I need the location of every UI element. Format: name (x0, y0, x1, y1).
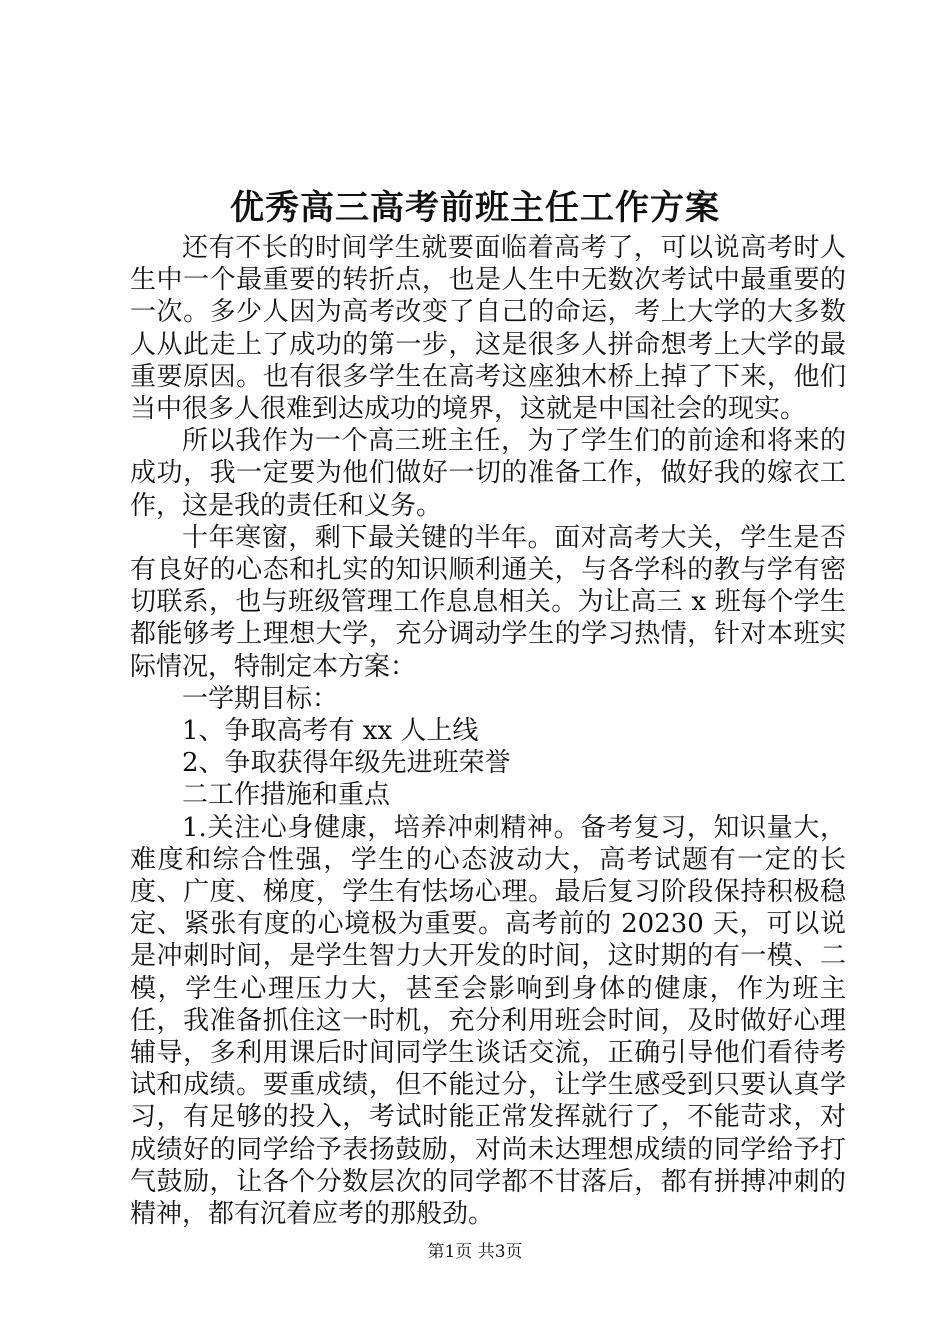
section-heading-measures: 二工作措施和重点 (182, 780, 391, 811)
document-body (130, 232, 846, 1230)
page-number-footer: 第1页 共3页 (427, 1242, 523, 1262)
paragraph-measure-1: 1.关注心身健康，培养冲刺精神。备考复习，知识量大，难度和综合性强，学生的心态波动大，高考试题有一定的长度、广度、梯度，学生有怯场心理。最后复习阶段保持积极稳定、紧张有度的心境极为重要。高考前的 20230 天，可以说是冲刺时间，是学生智力大开发的时间，这时期的有一模、二模，学生心理压力大，甚至会影响到身体的健康，作为班主任，我准备抓住这一时机，充分利用班会时间，及时做好心理辅导，多利用课后时间同学生谈话交流，正确引导他们看待考试和成绩。要重成绩，但不能过分，让学生感受到只要认真学习，有足够的投入，考试时能正常发挥就行了，不能苛求，对成绩好的同学给予表扬鼓励，对尚未达理想成绩的同学给予打气鼓励，让各个分数层次的同学都不甘落后，都有拼搏冲刺的精神，都有沉着应考的那般劲。 (130, 812, 846, 1230)
paragraph-purpose: 十年寒窗，剩下最关键的半年。面对高考大关，学生是否有良好的心态和扎实的知识顺利通关，与各学科的教与学有密切联系，也与班级管理工作息息相关。为让高三 x 班每个学生都能够考上理想大学，充分调动学生的学习热情，针对本班实际情况，特制定本方案： (130, 522, 846, 682)
paragraph-intro: 还有不长的时间学生就要面临着高考了，可以说高考时人生中一个最重要的转折点，也是人生中无数次考试中最重要的一次。多少人因为高考改变了自己的命运，考上大学的大多数人从此走上了成功的第一步，这是很多人拼命想考上大学的最重要原因。也有很多学生在高考这座独木桥上掉了下来，他们当中很多人很难到达成功的境界，这就是中国社会的现实。 (130, 233, 846, 425)
paragraph-responsibility: 所以我作为一个高三班主任，为了学生们的前途和将来的成功，我一定要为他们做好一切的准备工作，做好我的嫁衣工作，这是我的责任和义务。 (130, 426, 846, 521)
section-heading-goals: 一学期目标： (182, 683, 339, 714)
goal-item-2: 2、争取获得年级先进班荣誉 (182, 748, 511, 779)
document-title: 优秀高三高考前班主任工作方案 (230, 188, 720, 228)
goal-item-1: 1、争取高考有 xx 人上线 (182, 716, 479, 747)
